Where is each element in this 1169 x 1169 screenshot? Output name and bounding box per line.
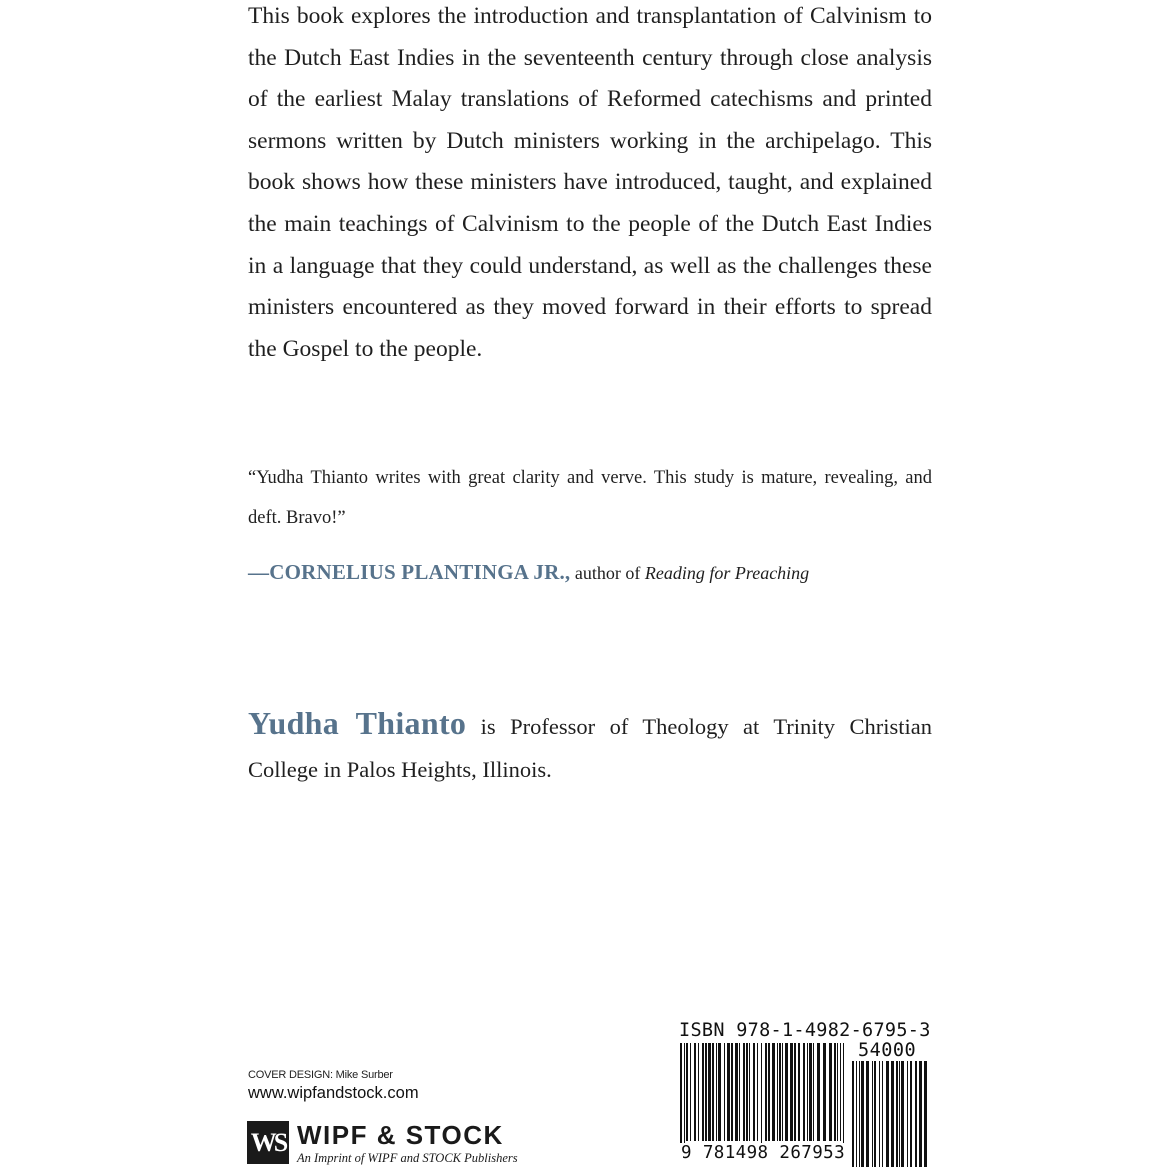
endorser-name: —CORNELIUS PLANTINGA JR., xyxy=(248,560,571,584)
publisher-tagline: An Imprint of WIPF and STOCK Publishers xyxy=(297,1151,518,1165)
author-bio-text: is Professor of Theology at Trinity Christian College in Palos Heights, Illinois. xyxy=(248,714,932,782)
price-code: 54000 xyxy=(858,1040,917,1061)
publisher-logo-text xyxy=(297,1121,518,1166)
publisher-logo xyxy=(247,1121,518,1165)
endorsement-quote: “Yudha Thianto writes with great clarity and verve. This study is mature, revealing, and deft. Bravo!” xyxy=(248,468,932,528)
barcode-number: 9 781498 267953 xyxy=(681,1143,846,1163)
credits xyxy=(248,1069,419,1103)
publisher-name: WIPF & STOCK xyxy=(297,1120,504,1150)
endorser-book-title: Reading for Preaching xyxy=(644,563,810,583)
book-description: This book explores the introduction and transplantation of Calvinism to the Dutch East Indies in the seventeenth century through close analysis of the earliest Malay translations of Reformed catechisms and printed sermons written by Dutch ministers working in the archipelago. This book shows how these ministers have introduced, taught, and explained the main teachings of Calvinism to the people of the Dutch East Indies in a language that they could understand, as well as the challenges these ministers encountered as they moved forward in their efforts to spread the Gospel to the people. xyxy=(248,3,932,362)
endorser-role: author of xyxy=(570,563,645,583)
cover-design-credit: COVER DESIGN: Mike Surber xyxy=(248,1069,393,1081)
author-bio xyxy=(248,702,932,791)
publisher-url: www.wipfandstock.com xyxy=(248,1084,419,1102)
endorsement-attribution xyxy=(248,560,809,585)
publisher-logo-mark: WS xyxy=(247,1121,289,1164)
isbn-label: ISBN 978-1-4982-6795-3 xyxy=(679,1020,931,1041)
author-name: Yudha Thianto xyxy=(248,705,467,741)
